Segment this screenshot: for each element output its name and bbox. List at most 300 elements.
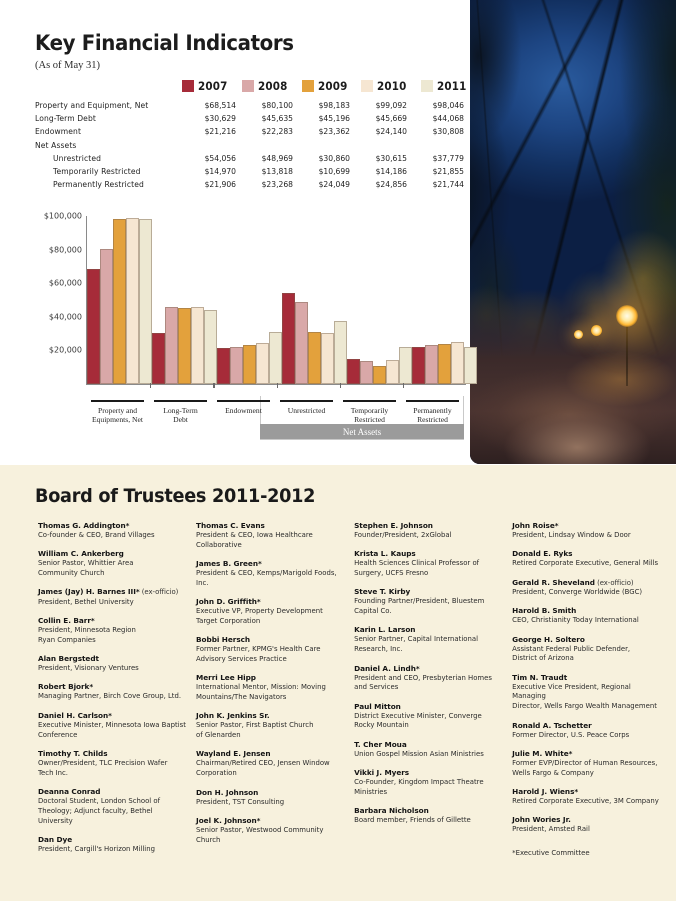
table-cell: $44,068 [432, 114, 464, 124]
trustee-role [38, 845, 186, 855]
trustee-name [354, 625, 502, 634]
trustee-role [354, 635, 502, 655]
table-row [35, 152, 470, 165]
trustee-role-line: Director, Wells Fargo Wealth Management [512, 702, 657, 711]
trustee-entry [512, 787, 666, 807]
trustee-name-text: Timothy T. Childs [38, 748, 108, 758]
trustee-role [38, 692, 186, 702]
trustee-role-line: Founding Partner/President, Bluestem [354, 597, 485, 606]
trustee-role [196, 683, 344, 703]
trustee-name-text: Bobbi Hersch [196, 635, 251, 645]
table-cell: $30,629 [204, 114, 236, 124]
trustee-entry [512, 635, 666, 665]
table-cell: $24,856 [375, 180, 407, 190]
trustee-role-line: Conference [38, 730, 78, 739]
trustee-name [196, 749, 344, 758]
bar-group [347, 216, 412, 384]
trustee-name [512, 815, 666, 824]
financial-table [35, 99, 470, 191]
trustee-role-line: Advisory Services Practice [196, 655, 287, 664]
table-row [35, 139, 470, 152]
board-of-trustees-section [0, 465, 676, 901]
legend-item-2008 [242, 79, 291, 93]
trustee-role-line: President & CEO, Kemps/Marigold Foods, [196, 569, 337, 578]
trustee-name-text: Deanna Conrad [38, 786, 101, 796]
legend-item-2007 [182, 79, 231, 93]
trustee-name-text: George H. Soltero [512, 634, 585, 644]
trustee-entry [354, 768, 502, 798]
table-cell: $37,779 [432, 153, 464, 163]
table-cell [185, 139, 242, 152]
table-cell [413, 139, 470, 152]
chart-bar-groups [87, 216, 466, 384]
bar-2007 [152, 333, 165, 384]
trustee-entry [354, 664, 502, 694]
trustee-name [354, 740, 502, 749]
trustee-role-line: Executive Vice President, Regional Managing [512, 682, 631, 701]
bar-group [152, 216, 217, 384]
trustee-role-line: Mountains/The Navigators [196, 693, 287, 702]
bar-2011 [269, 332, 282, 384]
trustee-role [354, 712, 502, 732]
trustee-role-line: President, Cargill's Horizon Milling [38, 844, 155, 853]
trustee-role [38, 531, 186, 541]
x-axis-tick [340, 383, 341, 388]
trustee-role [38, 664, 186, 674]
trustee-entry [38, 616, 186, 646]
trustee-role-line: Co-Founder, Kingdom Impact Theatre [354, 777, 484, 786]
financial-table-body [35, 99, 470, 191]
trustee-name-text: Krista L. Kaups [354, 549, 416, 559]
trustee-column [196, 521, 344, 863]
trustee-name [38, 521, 186, 530]
trustee-role [354, 531, 502, 541]
trustee-role [512, 797, 666, 807]
table-cell: $30,615 [375, 153, 407, 163]
trustee-role [512, 588, 666, 598]
trustee-name [512, 549, 666, 558]
trustee-column [38, 521, 186, 863]
chart-x-axis-labels [86, 400, 464, 425]
x-axis-label-line: Temporarily [350, 406, 389, 415]
trustee-role-line: Ryan Companies [38, 635, 96, 644]
legend-item-2009 [302, 79, 351, 93]
executive-committee-note: *Executive Committee [512, 848, 590, 857]
trustee-name [38, 587, 186, 597]
trustee-name [196, 635, 344, 644]
legend-swatch-icon [302, 80, 314, 92]
trustee-name [354, 806, 502, 815]
trustee-name [38, 749, 186, 758]
trustee-name-text: William C. Ankerberg [38, 549, 124, 559]
bar-2007 [282, 293, 295, 384]
trustee-role-line: Managing Partner, Birch Cove Group, Ltd. [38, 692, 182, 701]
trustee-role [354, 597, 502, 617]
legend-label: 2010 [377, 79, 407, 93]
trustee-role-line: President, Bethel University [38, 597, 134, 606]
legend-label: 2008 [257, 79, 288, 93]
trustee-role-line: Former Director, U.S. Peace Corps [512, 730, 630, 739]
table-cell: $14,970 [204, 167, 236, 177]
bar-2010 [321, 333, 334, 384]
trustee-name [196, 788, 344, 797]
bar-chart [22, 212, 470, 397]
table-row [35, 165, 470, 178]
trustee-role-line: Board member, Friends of Gillette [354, 816, 471, 825]
trustee-role-line: CEO, Christianity Today International [512, 616, 639, 625]
trustee-entry [38, 521, 186, 541]
table-cell: $14,186 [375, 167, 407, 177]
trustee-name-text: Ronald A. Tschetter [512, 720, 592, 730]
bar-2009 [178, 308, 191, 384]
trustee-entry [38, 835, 186, 855]
x-axis-label-line: Restricted [417, 415, 448, 425]
trustee-role-line: Founder/President, 2xGlobal [354, 530, 452, 539]
trustee-role-line: Senior Pastor, Westwood Community Church [196, 825, 324, 844]
x-axis-label-line: Unrestricted [287, 406, 326, 415]
y-axis-tick-label: $60,000 [48, 278, 82, 288]
trustee-role [512, 759, 666, 779]
trustee-role-line: Doctoral Student, London School of [38, 796, 161, 805]
table-row-label: Permanently Restricted [53, 180, 144, 190]
trustee-role-line: Chairman/Retired CEO, Jensen Window [196, 759, 330, 768]
trustee-role-line: Target Corporation [196, 616, 261, 625]
table-cell [299, 139, 356, 152]
trustee-role [512, 645, 666, 665]
trustee-role [38, 797, 186, 826]
trustee-entry [196, 521, 344, 551]
x-axis-tick [277, 383, 278, 388]
table-cell: $99,092 [375, 101, 407, 111]
table-cell: $13,818 [261, 167, 293, 177]
bar-2008 [295, 302, 308, 384]
trustee-role [196, 721, 344, 741]
trustee-entry [512, 721, 666, 741]
y-axis-tick-label: $80,000 [48, 245, 82, 255]
trustee-column [512, 521, 666, 863]
trustee-name-text: Collin E. Barr* [38, 616, 95, 626]
trustee-name [354, 664, 502, 673]
legend-swatch-icon [361, 80, 373, 92]
trustee-entry [38, 787, 186, 826]
chart-legend [182, 79, 470, 93]
trustee-role [354, 750, 502, 760]
y-axis-tick-label: $20,000 [48, 345, 82, 355]
trustee-name [354, 702, 502, 711]
table-cell [356, 139, 413, 152]
trustee-role-line: Surgery, UCFS Fresno [354, 569, 429, 578]
trustee-name-text: T. Cher Moua [354, 739, 407, 749]
bar-2008 [165, 307, 178, 384]
trustee-name [512, 578, 666, 588]
trustee-name-text: John D. Griffith* [196, 597, 261, 607]
bar-2011 [399, 347, 412, 384]
trustee-role-line: Union Gospel Mission Asian Ministries [354, 749, 484, 758]
trustee-role [512, 825, 666, 835]
trustee-role-line: Executive Minister, Minnesota Iowa Baptist [38, 720, 186, 729]
trustee-role [512, 616, 666, 626]
table-cell: $98,183 [318, 101, 350, 111]
bar-2010 [126, 218, 139, 384]
table-cell: $54,056 [204, 153, 236, 163]
bar-2007 [412, 347, 425, 384]
trustee-entry [196, 816, 344, 846]
trustee-entry [196, 788, 344, 808]
legend-label: 2009 [317, 79, 348, 93]
trustee-role-line: Collaborative [196, 540, 242, 549]
trustee-name-text: Harold B. Smith [512, 606, 577, 616]
trustee-name-text: Julie M. White* [512, 748, 573, 758]
trustee-name [512, 635, 666, 644]
trustee-role-line: Health Sciences Clinical Professor of [354, 559, 480, 568]
trustee-role-line: President, Minnesota Region [38, 626, 136, 635]
bar-2007 [87, 269, 100, 384]
trustee-entry [38, 749, 186, 779]
bar-2008 [100, 249, 113, 384]
trustee-role [38, 598, 186, 608]
trustee-role-line: Senior Partner, Capital International [354, 635, 478, 644]
trustee-role [38, 721, 186, 741]
table-cell: $24,049 [318, 180, 350, 190]
trustee-role-line: President, Converge Worldwide (BGC) [512, 588, 643, 597]
trustee-name [196, 521, 344, 530]
trustee-name-text: Tim N. Traudt [512, 672, 568, 682]
x-axis-label [91, 400, 144, 425]
trustee-entry [354, 625, 502, 655]
trustee-role-line: Assistant Federal Public Defender, [512, 644, 631, 653]
trustee-name-text: Daniel A. Lindh* [354, 663, 420, 673]
x-axis-tick [213, 383, 214, 388]
photo-lamp-post [626, 318, 628, 386]
bar-2010 [256, 343, 269, 384]
bar-2011 [204, 310, 217, 384]
bar-group [282, 216, 347, 384]
trustee-entry [196, 711, 344, 741]
trustee-entry [354, 521, 502, 541]
trustee-role-line: Corporation [196, 769, 237, 778]
trustee-name [38, 549, 186, 558]
trustee-name [512, 606, 666, 615]
trustee-entry [354, 702, 502, 732]
trustee-name [38, 616, 186, 625]
table-cell: $30,860 [318, 153, 350, 163]
trustee-name-text: James (Jay) H. Barnes III* [38, 587, 140, 597]
trustee-role-line: President, TST Consulting [196, 797, 285, 806]
trustee-role-line: President & CEO, Iowa Healthcare [196, 530, 313, 539]
trustee-role-line: Capital Co. [354, 607, 392, 616]
y-axis-tick-label: $40,000 [48, 312, 82, 322]
trustee-entry [354, 740, 502, 760]
trustee-name-text: Thomas C. Evans [196, 521, 265, 530]
trustee-role-line: President and CEO, Presbyterian Homes [354, 673, 492, 682]
bar-2007 [217, 348, 230, 384]
trustee-role-line: Tech Inc. [38, 768, 69, 777]
trustee-name [354, 587, 502, 596]
trustee-name [512, 787, 666, 796]
bar-2011 [139, 219, 152, 384]
trustee-entry [38, 587, 186, 607]
trustee-entry [38, 654, 186, 674]
bar-2010 [451, 342, 464, 384]
trustee-role-line: Former EVP/Director of Human Resources, [512, 758, 658, 767]
legend-item-2011 [421, 79, 470, 93]
trustee-role [38, 626, 186, 646]
table-row [35, 125, 470, 138]
table-row [35, 178, 470, 191]
table-row-label: Long-Term Debt [35, 114, 96, 124]
trustee-name [196, 816, 344, 825]
trustee-role-line: Wells Fargo & Company [512, 768, 594, 777]
trustee-entry [512, 815, 666, 835]
trustee-role [354, 559, 502, 579]
trustee-name [512, 749, 666, 758]
net-assets-band-label: Net Assets [260, 424, 464, 439]
table-cell: $21,855 [432, 167, 464, 177]
trustee-name [38, 787, 186, 796]
trustee-role-line: Research, Inc. [354, 645, 403, 654]
x-axis-label-line: Restricted [354, 415, 385, 425]
trustee-name-text: Merri Lee Hipp [196, 673, 256, 683]
trustee-entry [196, 635, 344, 665]
table-cell: $45,196 [318, 114, 350, 124]
bar-2007 [347, 359, 360, 384]
trustee-name-text: Harold J. Wiens* [512, 786, 579, 796]
bar-2011 [334, 321, 347, 384]
trustee-role-line: Inc. [196, 578, 209, 587]
trustee-name [196, 559, 344, 568]
trustee-name-text: Vikki J. Myers [354, 767, 410, 777]
table-cell: $24,140 [375, 127, 407, 137]
trustee-role-line: Retired Corporate Executive, 3M Company [512, 796, 659, 805]
board-title: Board of Trustees 2011-2012 [35, 485, 316, 507]
trustee-role-line: Rocky Mountain [354, 721, 409, 730]
photo-lamp-far-icon [574, 330, 583, 339]
trustee-name-text: Paul Mitton [354, 701, 401, 711]
page-title: Key Financial Indicators [35, 31, 294, 56]
bar-2008 [360, 361, 373, 384]
table-cell: $10,699 [318, 167, 350, 177]
trustee-entry [38, 682, 186, 702]
chart-plot-area [43, 211, 466, 385]
photo-lamp-glow-pool [566, 352, 676, 406]
legend-item-2010 [361, 79, 410, 93]
trustee-role-line: District Executive Minister, Converge [354, 711, 482, 720]
trustee-name-text: Steve T. Kirby [354, 587, 411, 597]
bar-2011 [464, 347, 477, 384]
trustee-name-text: Robert Bjork* [38, 682, 94, 692]
trustee-entry [354, 549, 502, 579]
bar-2009 [438, 344, 451, 384]
bar-2009 [113, 219, 126, 384]
trustee-role-line: District of Arizona [512, 654, 574, 663]
trustee-role-line: President, Amsted Rail [512, 825, 590, 834]
trustee-entry [512, 673, 666, 712]
trustee-role-line: International Mentor, Mission: Moving [196, 683, 326, 692]
table-row-label: Temporarily Restricted [53, 167, 141, 177]
trustee-name [512, 521, 666, 530]
trustee-entry [512, 749, 666, 779]
trustee-columns [38, 521, 666, 863]
legend-label: 2011 [437, 79, 467, 93]
x-axis-label-line: Permanently [413, 406, 452, 415]
table-cell: $23,362 [318, 127, 350, 137]
title-block [35, 31, 316, 71]
bar-group [217, 216, 282, 384]
trustee-name-text: Karin L. Larson [354, 625, 416, 635]
trustee-role-line: of Glenarden [196, 731, 241, 740]
trustee-role [196, 826, 344, 846]
trustee-role-line: Theology; Adjunct faculty, Bethel University [38, 806, 153, 825]
photo-lamp-near-icon [616, 305, 638, 327]
trustee-role [196, 759, 344, 779]
trustee-name [196, 711, 344, 720]
trustee-entry [512, 578, 666, 598]
bar-group [412, 216, 477, 384]
trustee-role [354, 816, 502, 826]
campus-night-photo [470, 0, 676, 464]
table-cell: $23,268 [261, 180, 293, 190]
bar-2008 [425, 345, 438, 384]
x-axis-label [280, 400, 333, 425]
table-cell: $98,046 [432, 101, 464, 111]
trustee-role-line: Owner/President, TLC Precision Wafer [38, 758, 168, 767]
x-axis-label-line: Debt [173, 415, 188, 425]
trustee-name [38, 682, 186, 691]
trustee-entry [196, 597, 344, 627]
trustee-role-line: Retired Corporate Executive, General Mills [512, 559, 659, 568]
table-cell: $80,100 [261, 101, 293, 111]
table-cell [242, 139, 299, 152]
trustee-role [512, 731, 666, 741]
legend-swatch-icon [182, 80, 194, 92]
x-axis-tick [150, 383, 151, 388]
table-cell: $68,514 [204, 101, 236, 111]
trustee-entry [512, 549, 666, 569]
bar-2009 [243, 345, 256, 384]
trustee-role [196, 798, 344, 808]
trustee-name-text: John Wories Jr. [512, 815, 571, 825]
trustee-role-line: Former Partner, KPMG's Health Care [196, 645, 321, 654]
table-cell: $21,906 [204, 180, 236, 190]
table-row [35, 112, 470, 125]
trustee-name-text: Barbara Nicholson [354, 806, 429, 816]
x-axis-label [406, 400, 459, 425]
trustee-entry [38, 549, 186, 579]
trustee-role [354, 778, 502, 798]
x-axis-label-line: Endowment [225, 406, 262, 415]
trustee-name-text: James B. Green* [196, 559, 262, 569]
table-cell: $22,283 [261, 127, 293, 137]
trustee-name-text: Dan Dye [38, 834, 73, 844]
trustee-role-line: Senior Pastor, Whittier Area [38, 559, 134, 568]
trustee-role-line: Co-founder & CEO, Brand Villages [38, 530, 155, 539]
trustee-column [354, 521, 502, 863]
table-cell: $21,216 [204, 127, 236, 137]
bar-2009 [308, 332, 321, 384]
trustee-name [38, 711, 186, 720]
bar-group [87, 216, 152, 384]
photo-lamp-mid-icon [591, 325, 602, 336]
trustee-entry [196, 559, 344, 589]
trustee-name-text: John K. Jenkins Sr. [196, 711, 270, 721]
trustee-name-text: Daniel H. Carlson* [38, 710, 112, 720]
trustee-exofficio-tag: (ex-officio) [594, 578, 634, 587]
x-axis-label [217, 400, 270, 425]
trustee-name-text: Alan Bergstedt [38, 654, 99, 664]
trustee-name [354, 521, 502, 530]
trustee-name-text: Stephen E. Johnson [354, 521, 433, 530]
trustee-name-text: Donald E. Ryks [512, 549, 573, 559]
